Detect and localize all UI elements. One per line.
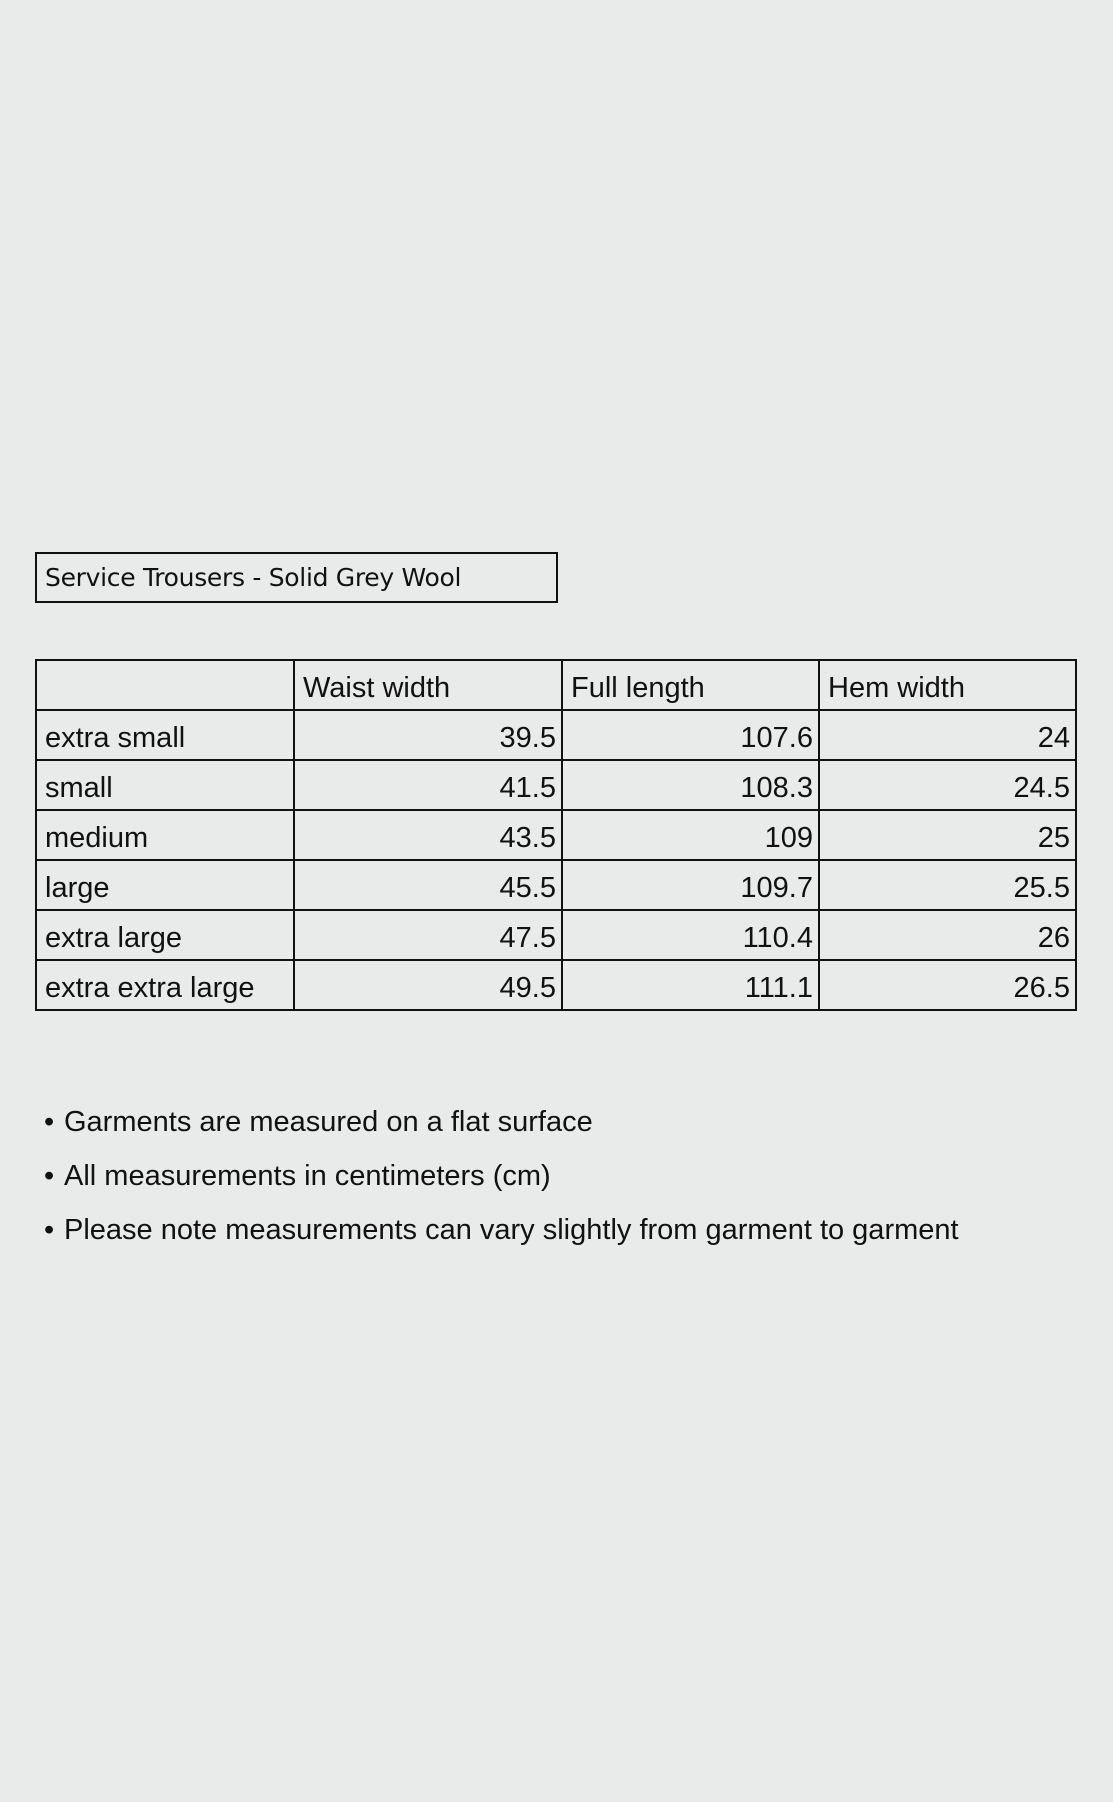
hem-value: 26 xyxy=(819,910,1076,960)
waist-value: 43.5 xyxy=(294,810,562,860)
list-item xyxy=(44,1098,959,1152)
list-item xyxy=(44,1152,959,1206)
size-label: medium xyxy=(36,810,294,860)
size-label: large xyxy=(36,860,294,910)
measurement-notes xyxy=(44,1098,959,1260)
waist-value: 47.5 xyxy=(294,910,562,960)
hem-value: 25.5 xyxy=(819,860,1076,910)
document-title: Service Trousers - Solid Grey Wool xyxy=(35,552,558,603)
waist-value: 39.5 xyxy=(294,710,562,760)
table-row xyxy=(36,960,1076,1010)
header-waist-width: Waist width xyxy=(294,660,562,710)
length-value: 109.7 xyxy=(562,860,819,910)
size-chart-table xyxy=(35,659,1077,1011)
header-full-length: Full length xyxy=(562,660,819,710)
waist-value: 49.5 xyxy=(294,960,562,1010)
table-row xyxy=(36,810,1076,860)
table-header-row xyxy=(36,660,1076,710)
length-value: 110.4 xyxy=(562,910,819,960)
hem-value: 24.5 xyxy=(819,760,1076,810)
table-row xyxy=(36,860,1076,910)
hem-value: 26.5 xyxy=(819,960,1076,1010)
length-value: 108.3 xyxy=(562,760,819,810)
bullet-icon: • xyxy=(44,1106,55,1138)
note-text: Garments are measured on a flat surface xyxy=(64,1106,593,1138)
bullet-icon: • xyxy=(44,1160,55,1192)
waist-value: 45.5 xyxy=(294,860,562,910)
hem-value: 25 xyxy=(819,810,1076,860)
header-hem-width: Hem width xyxy=(819,660,1076,710)
size-label: extra large xyxy=(36,910,294,960)
size-label: small xyxy=(36,760,294,810)
note-text: Please note measurements can vary slightly from garment to garment xyxy=(64,1214,959,1246)
note-text: All measurements in centimeters (cm) xyxy=(64,1160,551,1192)
table-row xyxy=(36,710,1076,760)
size-label: extra small xyxy=(36,710,294,760)
header-size xyxy=(36,660,294,710)
waist-value: 41.5 xyxy=(294,760,562,810)
size-label: extra extra large xyxy=(36,960,294,1010)
bullet-icon: • xyxy=(44,1214,55,1246)
length-value: 107.6 xyxy=(562,710,819,760)
table-row xyxy=(36,910,1076,960)
length-value: 109 xyxy=(562,810,819,860)
hem-value: 24 xyxy=(819,710,1076,760)
length-value: 111.1 xyxy=(562,960,819,1010)
list-item xyxy=(44,1206,959,1260)
table-row xyxy=(36,760,1076,810)
